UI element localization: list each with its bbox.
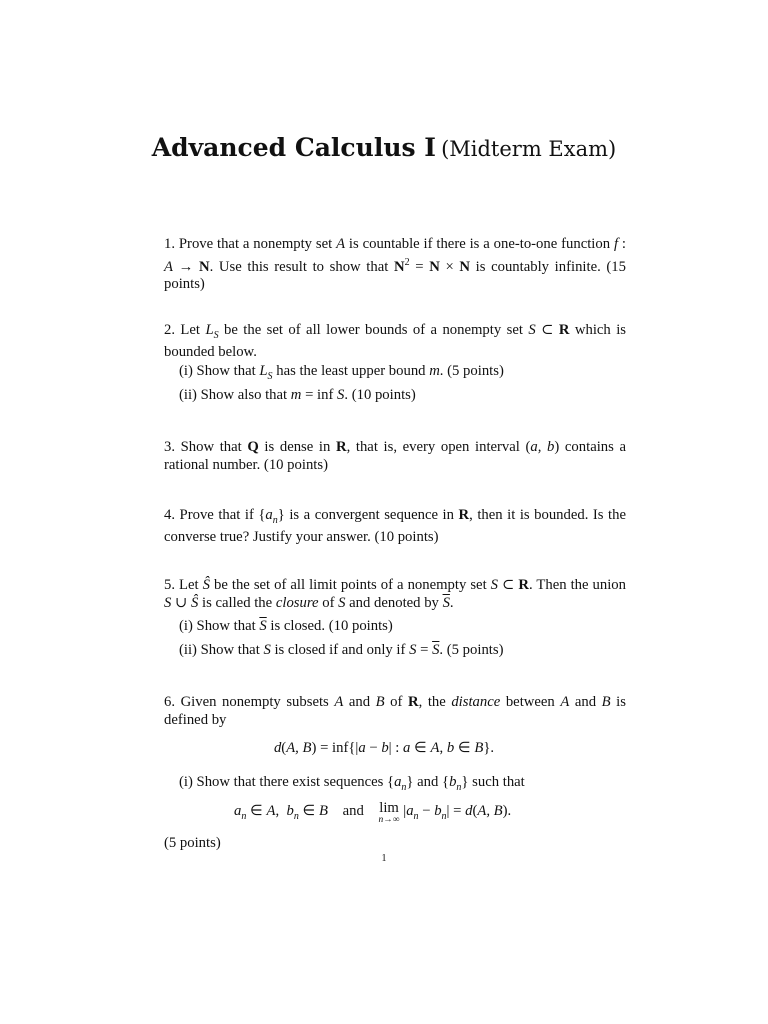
question-1: 1. Prove that a nonempty set A is countable if there is a one-to-one function f : A → N. Use this result to show that $N^2 = N \times N$ is countably infinite. (15 points)	[164, 236, 626, 292]
question-2-part-ii: (ii) Show also that m = inf S. (10 points)	[179, 387, 416, 403]
question-5-part-i: (i) Show that $\overline{S}$ is closed. (10 points)	[179, 618, 393, 634]
question-6: 6. Given nonempty subsets A and B of R, the distance between A and B is defined by	[164, 694, 626, 728]
question-6-distance-formula: d(A, B) = inf{|a − b| : a ∈ A, b ∈ B}.	[273, 740, 495, 756]
question-3: 3. Show that Q is dense in R, that is, every open interval (a, b) contains a rational number. (10 points)	[164, 439, 626, 473]
page-number: 1	[381, 853, 387, 864]
title-main: Advanced Calculus I	[151, 133, 436, 162]
question-6-part-i: (i) Show that there exist sequences $\{a_n\}$ and $\{b_n\}$ such that	[179, 774, 525, 793]
exam-title	[0, 133, 768, 162]
question-6-points: (5 points)	[164, 835, 221, 851]
title-sub: (Midterm Exam)	[441, 137, 617, 161]
question-6-limit-formula: $a_n$ ∈ A, $b_n$ ∈ B and lim n→∞ $|a_n - b_n| = d(A$, B).	[234, 800, 512, 825]
question-2-part-i: (i) Show that $L_S$ has the least upper bound m. (5 points)	[179, 363, 504, 382]
limit-operator: lim n→∞	[378, 800, 400, 825]
question-5: 5. Let Ŝ be the set of all limit points of a nonempty set S ⊂ R. Then the union S ∪ Ŝ is called the closure of S and denoted by $\overline{S}$.	[164, 577, 626, 611]
question-5-part-ii: (ii) Show that S is closed if and only if $S = \overline{S}$. (5 points)	[179, 642, 504, 658]
question-2: 2. Let $L_S$ be the set of all lower bounds of a nonempty set S ⊂ R which is bounded below.	[164, 322, 626, 361]
question-4: 4. Prove that if $\{a_n\}$ is a convergent sequence in R, then it is bounded. Is the converse true? Justify your answer. (10 points)	[164, 507, 626, 546]
